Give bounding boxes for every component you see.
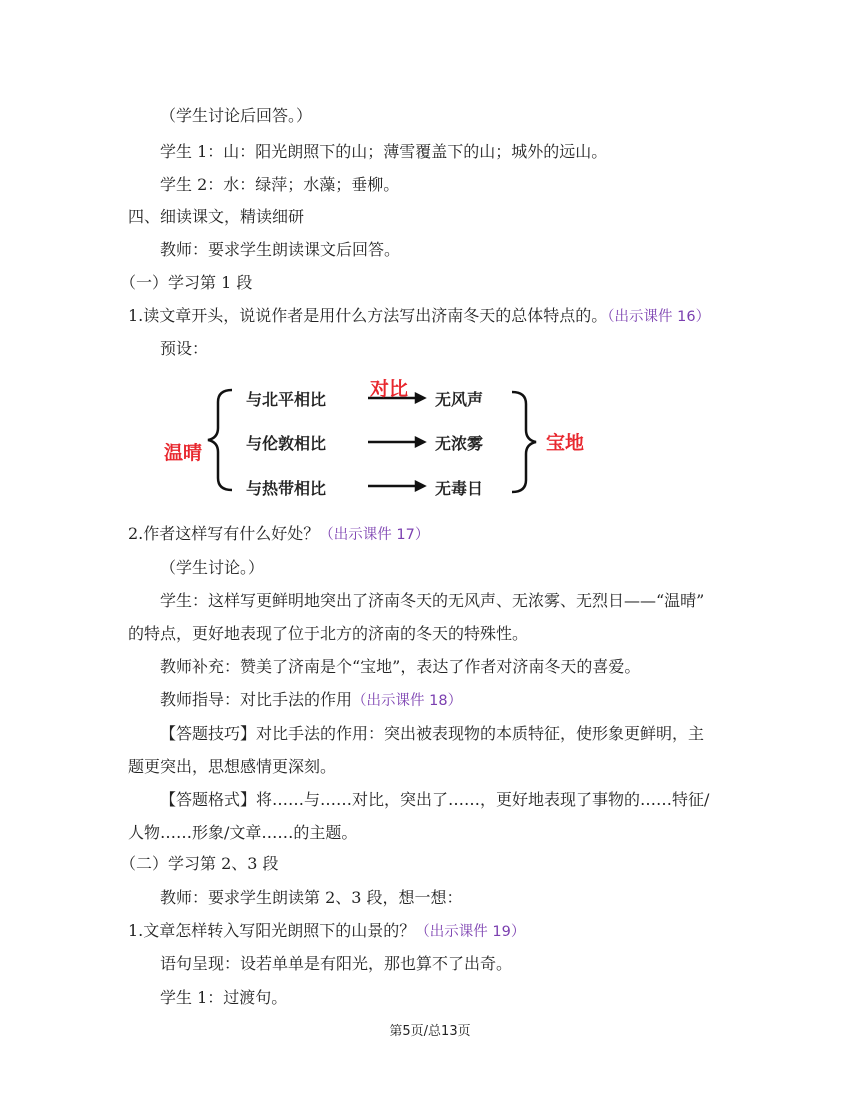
paragraph-line: （学生讨论后回答。） — [160, 106, 313, 125]
question-line — [128, 522, 860, 547]
courseware-link[interactable]: （出示课件 17） — [319, 527, 430, 543]
paragraph-line: 语句呈现：设若单单是有阳光，那也算不了出奇。 — [160, 954, 513, 973]
result-item: 无浓雾 — [435, 434, 484, 453]
question-text: 2.作者这样写有什么好处？ — [128, 524, 320, 543]
compare-item: 与北平相比 — [246, 390, 327, 409]
paragraph-line: 教师补充：赞美了济南是个“宝地”，表达了作者对济南冬天的喜爱。 — [160, 657, 641, 676]
subsection-heading: （一）学习第 1 段 — [120, 273, 253, 292]
courseware-link[interactable]: （出示课件 18） — [352, 693, 463, 709]
question-line — [128, 919, 860, 944]
paragraph-line: 教师：要求学生朗读课文后回答。 — [160, 240, 401, 259]
contrast-diagram — [160, 370, 610, 500]
left-brace — [208, 390, 232, 490]
paragraph-line: 教师：要求学生朗读第 2、3 段，想一想： — [160, 888, 463, 907]
page-footer: 第5页/总13页 — [389, 1024, 471, 1039]
compare-item: 与热带相比 — [246, 479, 327, 498]
compare-item: 与伦敦相比 — [246, 434, 327, 453]
guidance-text: 教师指导：对比手法的作用 — [160, 690, 353, 709]
paragraph-line: 【答题技巧】对比手法的作用：突出被表现物的本质特征，使形象更鲜明，主 — [160, 724, 705, 743]
left-label: 温晴 — [164, 442, 203, 464]
right-label: 宝地 — [546, 432, 585, 454]
result-item: 无毒日 — [435, 479, 484, 498]
question-text: 1.读文章开头，说说作者是用什么方法写出济南冬天的总体特点的。 — [128, 306, 608, 325]
paragraph-line: 学生 1：过渡句。 — [160, 988, 288, 1007]
right-brace — [512, 392, 536, 492]
paragraph-line: 学生：这样写更鲜明地突出了济南冬天的无风声、无浓雾、无烈日——“温晴” — [160, 591, 705, 610]
paragraph-line: 预设： — [160, 339, 209, 358]
section-heading: 四、细读课文，精读细研 — [128, 207, 305, 226]
result-item: 无风声 — [435, 390, 484, 409]
contrast-label: 对比 — [370, 378, 409, 400]
paragraph-line: （学生讨论。） — [160, 558, 265, 577]
arrow — [368, 482, 424, 490]
arrow — [368, 438, 424, 446]
paragraph-line: 【答题格式】将……与……对比，突出了……，更好地表现了事物的……特征/ — [160, 790, 710, 809]
question-line — [128, 304, 860, 329]
courseware-link[interactable]: （出示课件 19） — [415, 924, 526, 940]
paragraph-line — [160, 688, 860, 713]
subsection-heading: （二）学习第 2、3 段 — [120, 854, 279, 873]
paragraph-line: 题更突出，思想感情更深刻。 — [128, 757, 337, 776]
paragraph-line: 的特点，更好地表现了位于北方的济南的冬天的特殊性。 — [128, 624, 529, 643]
paragraph-line: 学生 2：水：绿萍；水藻；垂柳。 — [160, 175, 400, 194]
paragraph-line: 人物……形象/文章……的主题。 — [128, 823, 358, 842]
courseware-link[interactable]: （出示课件 16） — [607, 309, 711, 325]
question-text: 1.文章怎样转入写阳光朗照下的山景的？ — [128, 921, 416, 940]
paragraph-line: 学生 1：山：阳光朗照下的山；薄雪覆盖下的山；城外的远山。 — [160, 142, 608, 161]
